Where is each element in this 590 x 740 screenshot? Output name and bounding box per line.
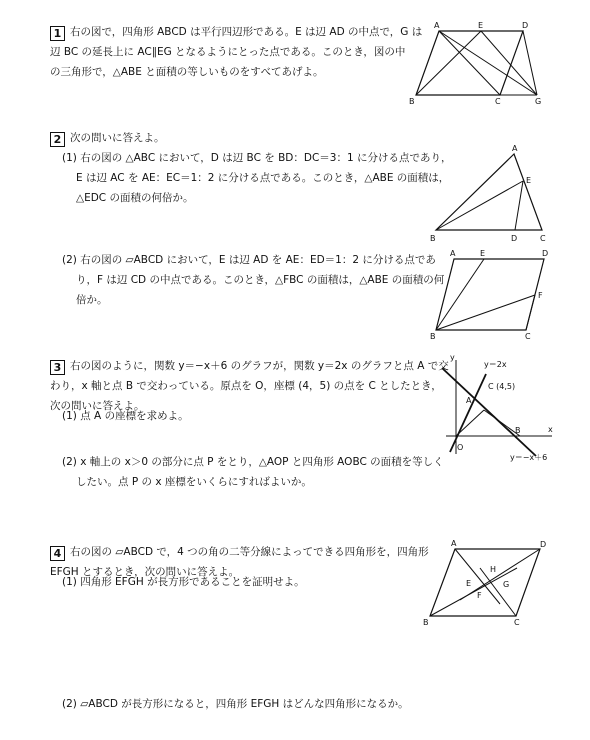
- q3-part-1: (1) 点 A の座標を求めよ。: [62, 410, 189, 422]
- question-2: [50, 128, 410, 148]
- q3-line-3: 次の問いに答えよ。: [50, 400, 145, 412]
- q3-label-line2: y＝−x＋6: [510, 453, 548, 462]
- q2f2-label-D: D: [542, 249, 549, 258]
- q2f2-label-E: E: [480, 249, 486, 258]
- q4-label-E: E: [466, 579, 472, 588]
- q3p2-line-2: したい。点 P の x 座標をいくらにすればよいか。: [76, 476, 312, 488]
- q2-part-1: [62, 148, 451, 208]
- q4-label-B: B: [423, 618, 429, 627]
- q4-label-C: C: [514, 618, 520, 627]
- q1-label-G: G: [535, 97, 542, 106]
- q4-label-G: G: [503, 580, 510, 589]
- q3-line-1: 3 右の図のように，関数 y＝−x＋6 のグラフが，関数 y＝2x のグラフと点 A で交: [50, 356, 430, 376]
- q2-figure-1: [428, 145, 553, 245]
- q3-label-B: B: [515, 426, 521, 435]
- q2p1-line-1: (1) 右の図の △ABC において，D は辺 BC を BD：DC＝3：1 に分ける点であり，: [62, 152, 452, 164]
- question-1: [50, 22, 423, 82]
- q2p1-line-2: E は辺 AC を AE：EC＝1：2 に分ける点である。このとき，△ABE の面積は，: [76, 172, 450, 184]
- q2-intro: 2 次の問いに答えよ。: [50, 128, 410, 148]
- q2p2-line-3: 倍か。: [76, 294, 108, 306]
- q4-line-1: 4 右の図の ▱ABCD で，4 つの角の二等分線によってできる四角形を，四角形: [50, 542, 430, 562]
- q4-label-F: F: [477, 591, 482, 600]
- q1-line-3: の三角形で，△ABE と面積の等しいものをすべてあげよ。: [50, 66, 324, 78]
- q1-line-1: 1 右の図で，四角形 ABCD は平行四辺形である。E は辺 AD の中点で，G は: [50, 22, 410, 42]
- q3-label-O: O: [457, 443, 464, 452]
- q1-figure: [405, 22, 555, 107]
- q1-label-B: B: [409, 97, 415, 106]
- q1-label-A: A: [434, 21, 440, 30]
- q4-part-2: (2) ▱ABCD が長方形になると，四角形 EFGH はどんな四角形になるか。: [62, 698, 409, 710]
- q3-part-2: [62, 452, 444, 492]
- q1-number: 1: [50, 26, 65, 41]
- q2f2-label-F: F: [538, 291, 543, 300]
- q4-figure: [420, 540, 560, 630]
- q2f1-label-E: E: [526, 176, 532, 185]
- q2-part-2: [62, 250, 444, 310]
- q1-line-2: 辺 BC の延長上に AC∥EG となるようにとった点である。このとき，図の中: [50, 46, 406, 58]
- q3-figure: [440, 352, 560, 472]
- q4-number: 4: [50, 546, 65, 561]
- q3-label-C: C (4,5): [488, 382, 516, 391]
- q1-label-D: D: [522, 21, 529, 30]
- q3-label-y: y: [450, 353, 455, 362]
- q2p1-line-3: △EDC の面積の何倍か。: [76, 192, 194, 204]
- q2f1-label-B: B: [430, 234, 436, 243]
- q4-label-H: H: [490, 565, 497, 574]
- q2f2-label-A: A: [450, 249, 456, 258]
- q3p2-line-1: (2) x 軸上の x＞0 の部分に点 P をとり，△AOP と四角形 AOBC の面積を等しく: [62, 456, 444, 468]
- q3-line-2: わり，x 軸と点 B で交わっている。原点を O，座標 (4，5) の点を C としたとき，: [50, 380, 442, 392]
- q2f2-label-C: C: [525, 332, 531, 341]
- q4-part-1: (1) 四角形 EFGH が長方形であることを証明せよ。: [62, 576, 305, 588]
- q3-label-x: x: [548, 425, 553, 434]
- q2f1-label-A: A: [512, 144, 518, 153]
- q1-label-C: C: [495, 97, 501, 106]
- q3-label-line1: y＝2x: [484, 360, 507, 369]
- q4-label-A: A: [451, 539, 457, 548]
- q2f2-label-B: B: [430, 332, 436, 341]
- q2-number: 2: [50, 132, 65, 147]
- q2p2-line-1: (2) 右の図の ▱ABCD において，E は辺 AD を AE：ED＝1：2 に分ける点であ: [62, 254, 436, 266]
- q4-line-2: EFGH とするとき，次の問いに答えよ。: [50, 566, 240, 578]
- q2f1-label-D: D: [511, 234, 518, 243]
- q2p2-line-2: り，F は辺 CD の中点である。このとき，△FBC の面積は，△ABE の面積の何: [76, 274, 445, 286]
- q1-label-E: E: [478, 21, 484, 30]
- q3-number: 3: [50, 360, 65, 375]
- q2f1-label-C: C: [540, 234, 546, 243]
- q4-label-D: D: [540, 540, 547, 549]
- q3-label-A: A: [466, 396, 472, 405]
- q2-figure-2: [428, 250, 558, 340]
